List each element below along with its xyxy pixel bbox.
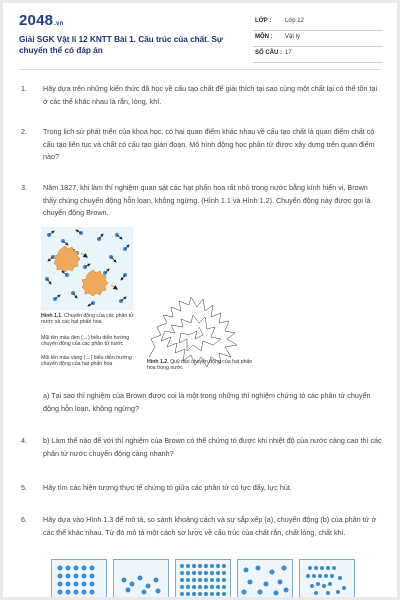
figure-1-1-title: Chuyển động của các phân tử nước và các hạt phấn hoa xyxy=(41,313,134,326)
figure-1-1-image xyxy=(41,227,133,310)
particle-lattice-illustration xyxy=(52,560,106,597)
meta-row-class xyxy=(253,15,383,31)
particle-arrangement-illustration xyxy=(300,560,354,597)
figure-1-2-label: Hình 1.2. xyxy=(147,359,169,365)
page-title: Giải SGK Vật lí 12 KNTT Bài 1. Cấu trúc của chất. Sự chuyển thể có đáp án xyxy=(19,35,223,55)
meta-value-subject: Vật lý xyxy=(285,34,301,40)
figure-1-1-note-yellow: Mũi tên màu vàng (→) biểu diễn hướng chuyển động của hạt phấn hoa xyxy=(41,355,132,368)
document-page xyxy=(3,3,397,597)
liquid-structure-panel xyxy=(113,559,169,597)
particle-lattice-illustration xyxy=(176,560,230,597)
document-header xyxy=(3,3,397,65)
figure-1-3-strip xyxy=(51,559,357,597)
question-text: Hãy dựa vào Hình 1.3 để mô tả, so sánh khoảng cách và sự sắp xếp (a), chuyển động (b) của phân tử ở các thể khác nhau. Từ đó mô tả một cách sơ lược về cấu trúc của chất rắn, chất lỏng, chất khí. xyxy=(43,515,377,537)
figure-1-2-caption xyxy=(147,359,255,372)
question-text: Năm 1827, khi làm thí nghiệm quan sát các hạt phấn hoa rất nhỏ trong nước bằng kính hiển vi, Brown thấy chúng chuyển động hỗn loạn, không ngừng. (Hình 1.1 và Hình 1.2). Chuyển động này được gọi là chuyển động Brown. xyxy=(43,183,371,217)
figure-1-1-label: Hình 1.1. xyxy=(41,313,63,319)
meta-row-subject xyxy=(253,31,383,47)
gas-structure-panel xyxy=(237,559,293,597)
dense-grid-panel xyxy=(175,559,231,597)
question-text: Trong lịch sử phát triển của khoa học, có hai quan điểm khác nhau về cấu tạo chất là quan điểm chất có cấu tạo liên tục và chất có cấu tạo gián đoạn. Mô hình động học phân tử được xây dựng trên quan điểm nào? xyxy=(43,127,375,161)
question-number: 1. xyxy=(21,84,27,93)
meta-row-count xyxy=(253,47,383,63)
question-number: 3. xyxy=(21,183,27,192)
question-number: 6. xyxy=(21,515,27,524)
brand-suffix: .vn xyxy=(54,21,64,27)
figure-1-1-caption xyxy=(41,313,135,326)
meta-key-count: SỐ CÂU : xyxy=(255,50,282,56)
brownian-molecules-illustration xyxy=(41,227,133,310)
document-meta xyxy=(253,15,383,63)
particle-arrangement-illustration xyxy=(114,560,168,597)
figures-1-1-and-1-2 xyxy=(41,227,253,377)
site-logo[interactable] xyxy=(19,12,63,29)
solid-structure-panel xyxy=(51,559,107,597)
meta-key-subject: MÔN : xyxy=(255,34,273,40)
scattered-panel xyxy=(299,559,355,597)
question-number: 5. xyxy=(21,483,27,492)
meta-value-class: Lớp 12 xyxy=(285,18,304,24)
meta-key-class: LỚP : xyxy=(255,18,272,24)
question-text: b) Làm thế nào để với thí nghiệm của Brown có thể chứng tỏ được khi nhiệt độ của nước càng cao thì các phân tử nước chuyển động càng nhanh? xyxy=(43,436,382,458)
figure-1-2-title: Quỹ đạo chuyển động của hạt phấn hoa trong nước xyxy=(147,359,253,372)
question-number: 4. xyxy=(21,436,27,445)
question-text: Hãy tìm các hiện tượng thực tế chứng tỏ giữa các phân tử có lực đẩy, lực hút. xyxy=(43,483,292,492)
brand-name: 2048 xyxy=(19,12,54,29)
question-number: 2. xyxy=(21,127,27,136)
header-divider xyxy=(19,69,381,70)
figure-1-1-note-black: Mũi tên màu đen (→) biểu diễn hướng chuyển động của các phân tử nước xyxy=(41,335,130,348)
question-text: Hãy dựa trên những kiến thức đã học về cấu tạo chất để giải thích tại sao cùng một chất lại có thể tồn tại ở các thể khác nhau là rắn, lỏng, khí. xyxy=(43,84,378,106)
particle-arrangement-illustration xyxy=(238,560,292,597)
meta-value-count: 17 xyxy=(285,50,292,56)
question-text: a) Tại sao thí nghiệm của Brown được coi là một trong những thí nghiệm chứng tỏ các phân tử chuyển động hỗn loạn, không ngừng? xyxy=(43,391,371,413)
